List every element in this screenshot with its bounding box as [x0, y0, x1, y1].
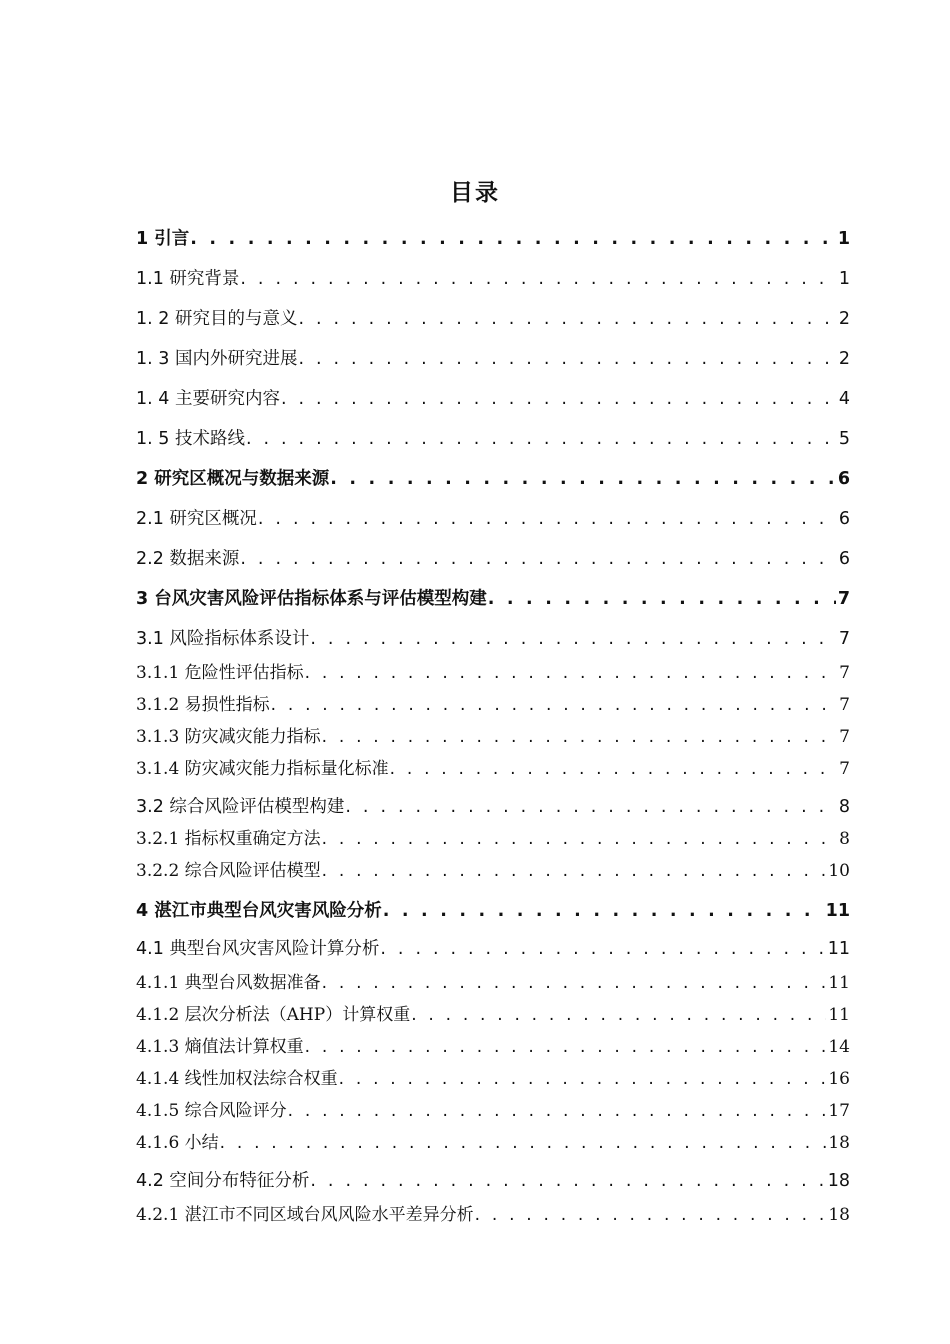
toc-page-number: 18 — [828, 1205, 850, 1225]
toc-page-number: 2 — [838, 309, 850, 329]
toc-leader-dots — [281, 386, 837, 412]
toc-entry[interactable] — [136, 546, 850, 572]
toc-entry[interactable] — [136, 1202, 850, 1228]
toc-entry-label: 4.2.1 湛江市不同区域台风风险水平差异分析 — [136, 1205, 474, 1225]
toc-page-number: 17 — [828, 1101, 850, 1121]
toc-entry[interactable] — [136, 226, 850, 252]
toc-page-number: 1 — [838, 269, 850, 289]
toc-leader-dots — [322, 826, 838, 852]
toc-entry-label: 1. 3 国内外研究进展 — [136, 349, 298, 369]
toc-page-number: 7 — [839, 663, 850, 683]
toc-entry-label: 3.2.1 指标权重确定方法 — [136, 829, 321, 849]
toc-entry-label: 1. 4 主要研究内容 — [136, 389, 280, 409]
toc-entry[interactable] — [136, 346, 850, 372]
toc-entry-label: 4.1 典型台风灾害风险计算分析 — [136, 939, 380, 959]
toc-entry-label: 3.2.2 综合风险评估模型 — [136, 861, 321, 881]
toc-title: 目录 — [450, 180, 500, 206]
toc-entry[interactable] — [136, 936, 850, 962]
toc-entry[interactable] — [136, 794, 850, 820]
toc-entry[interactable] — [136, 1002, 850, 1028]
toc-leader-dots — [298, 306, 836, 332]
toc-page-number: 18 — [827, 1171, 850, 1191]
toc-leader-dots — [330, 466, 836, 492]
toc-leader-dots — [220, 1130, 827, 1156]
toc-entry-label: 4.1.2 层次分析法（AHP）计算权重 — [136, 1005, 411, 1025]
toc-entry[interactable] — [136, 898, 850, 924]
toc-entry-label: 4.1.5 综合风险评分 — [136, 1101, 287, 1121]
toc-leader-dots — [322, 970, 827, 996]
toc-page-number: 14 — [828, 1037, 850, 1057]
toc-entry-label: 1.1 研究背景 — [136, 269, 240, 289]
toc-leader-dots — [190, 226, 836, 252]
toc-entry-label: 2.2 数据来源 — [136, 549, 240, 569]
toc-page-number: 1 — [837, 229, 850, 249]
toc-entry[interactable] — [136, 756, 850, 782]
toc-entry[interactable] — [136, 266, 850, 292]
toc-entry[interactable] — [136, 970, 850, 996]
toc-entry-label: 3.1.3 防灾减灾能力指标 — [136, 727, 321, 747]
toc-entry[interactable] — [136, 626, 850, 652]
toc-leader-dots — [310, 1168, 825, 1194]
toc-entry[interactable] — [136, 1130, 850, 1156]
toc-entry-label: 4.1.1 典型台风数据准备 — [136, 973, 321, 993]
toc-leader-dots — [310, 626, 836, 652]
toc-entry[interactable] — [136, 826, 850, 852]
toc-entry-label: 3.2 综合风险评估模型构建 — [136, 797, 345, 817]
toc-leader-dots — [390, 756, 838, 782]
toc-entry[interactable] — [136, 426, 850, 452]
toc-leader-dots — [380, 936, 825, 962]
toc-page-number: 11 — [828, 973, 850, 993]
toc-page-number: 7 — [838, 629, 850, 649]
toc-page-number: 8 — [839, 829, 850, 849]
toc-entry[interactable] — [136, 466, 850, 492]
toc-page-number: 2 — [838, 349, 850, 369]
toc-page-number: 18 — [828, 1133, 850, 1153]
toc-leader-dots — [271, 692, 838, 718]
toc-page-number: 6 — [837, 469, 850, 489]
toc-page-number: 4 — [838, 389, 850, 409]
toc-entry[interactable] — [136, 1168, 850, 1194]
toc-page-number: 8 — [838, 797, 850, 817]
toc-entry-label: 2.1 研究区概况 — [136, 509, 257, 529]
toc-entry[interactable] — [136, 858, 850, 884]
toc-entry[interactable] — [136, 506, 850, 532]
toc-page-number: 7 — [839, 727, 850, 747]
toc-entry-label: 3.1.2 易损性指标 — [136, 695, 270, 715]
toc-entry-label: 2 研究区概况与数据来源 — [136, 469, 330, 489]
toc-leader-dots — [258, 506, 837, 532]
toc-leader-dots — [322, 858, 827, 884]
toc-entry-label: 4 湛江市典型台风灾害风险分析 — [136, 901, 382, 921]
toc-page-number: 5 — [838, 429, 850, 449]
toc-leader-dots — [345, 794, 836, 820]
toc-leader-dots — [288, 1098, 827, 1124]
toc-page-number: 6 — [838, 549, 850, 569]
toc-entry[interactable] — [136, 1066, 850, 1092]
toc-entry[interactable] — [136, 306, 850, 332]
toc-leader-dots — [246, 426, 837, 452]
toc-page-number: 11 — [827, 939, 850, 959]
toc-page-number: 10 — [828, 861, 850, 881]
toc-entry-label: 4.1.4 线性加权法综合权重 — [136, 1069, 338, 1089]
toc-entry[interactable] — [136, 692, 850, 718]
toc-leader-dots — [475, 1202, 827, 1228]
toc-page-number: 7 — [839, 695, 850, 715]
toc-leader-dots — [383, 898, 824, 924]
toc-leader-dots — [240, 546, 836, 572]
toc-entry[interactable] — [136, 660, 850, 686]
toc-entry-label: 4.1.3 熵值法计算权重 — [136, 1037, 304, 1057]
toc-entry-label: 1. 2 研究目的与意义 — [136, 309, 298, 329]
toc-entry-label: 3.1 风险指标体系设计 — [136, 629, 310, 649]
toc-entry[interactable] — [136, 586, 850, 612]
toc-entry-label: 3.1.4 防灾减灾能力指标量化标准 — [136, 759, 389, 779]
toc-page-number: 6 — [838, 509, 850, 529]
toc-entry[interactable] — [136, 386, 850, 412]
toc-leader-dots — [411, 1002, 826, 1028]
toc-leader-dots — [240, 266, 836, 292]
toc-page-number: 11 — [825, 901, 850, 921]
toc-page-number: 11 — [828, 1005, 850, 1025]
toc-entry-label: 1 引言 — [136, 229, 190, 249]
toc-entry-label: 4.2 空间分布特征分析 — [136, 1171, 310, 1191]
toc-entry[interactable] — [136, 1098, 850, 1124]
toc-entry[interactable] — [136, 1034, 850, 1060]
toc-leader-dots — [298, 346, 836, 372]
toc-entry-label: 3.1.1 危险性评估指标 — [136, 663, 304, 683]
toc-entry-label: 3 台风灾害风险评估指标体系与评估模型构建 — [136, 589, 487, 609]
toc-entry[interactable] — [136, 724, 850, 750]
toc-page-number: 7 — [837, 589, 850, 609]
toc-leader-dots — [488, 586, 836, 612]
toc-leader-dots — [339, 1066, 827, 1092]
toc-page-number: 16 — [828, 1069, 850, 1089]
toc-leader-dots — [305, 660, 838, 686]
toc-page-number: 7 — [839, 759, 850, 779]
toc-entry-label: 4.1.6 小结 — [136, 1133, 219, 1153]
toc-leader-dots — [322, 724, 838, 750]
toc-leader-dots — [305, 1034, 827, 1060]
toc-entry-label: 1. 5 技术路线 — [136, 429, 245, 449]
